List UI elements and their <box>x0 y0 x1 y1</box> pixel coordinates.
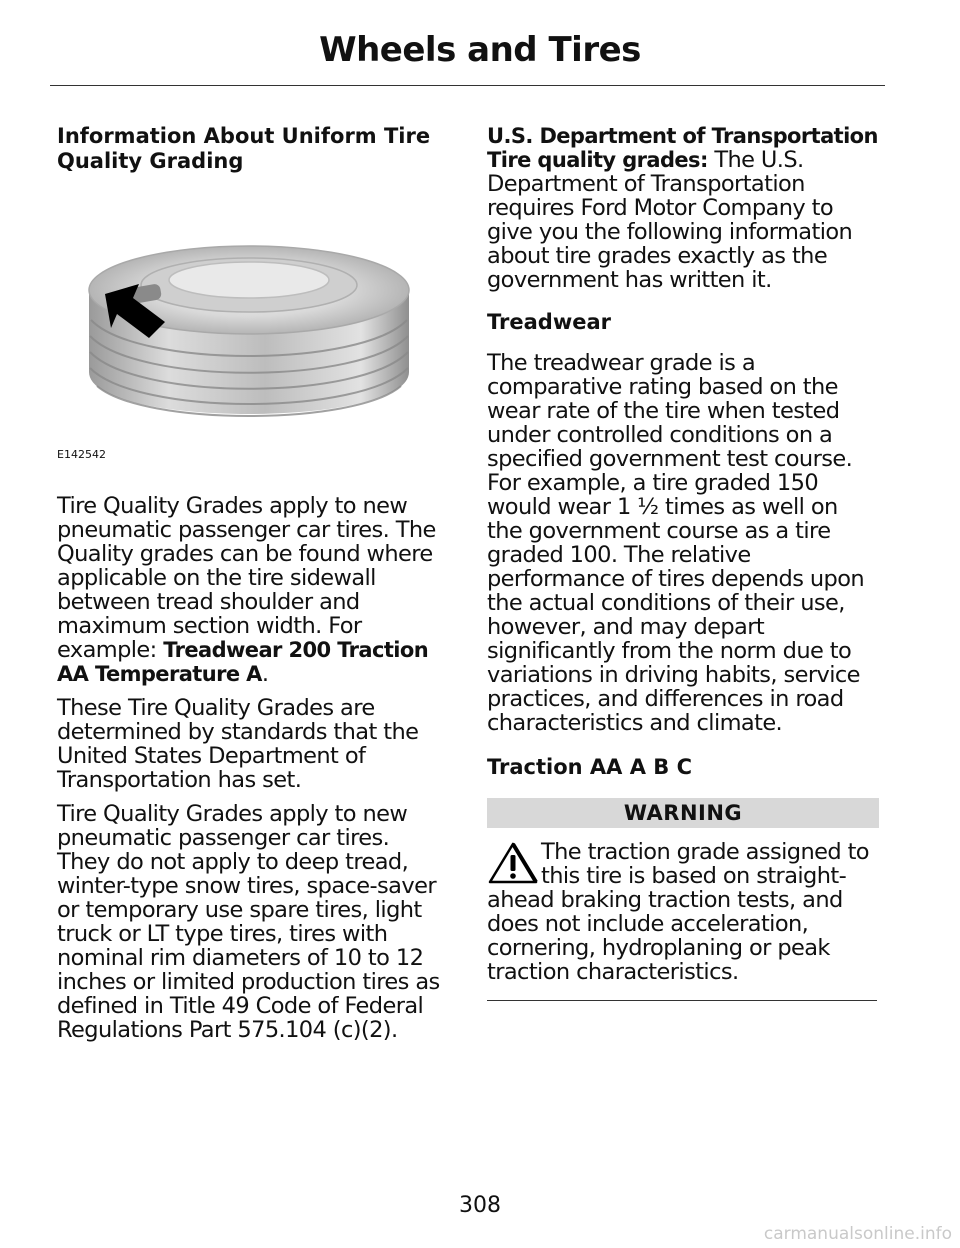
tire-figure <box>57 190 437 460</box>
p1-end: . <box>261 661 269 687</box>
warning-bottom-divider <box>487 1000 877 1001</box>
page-number: 308 <box>459 1193 501 1218</box>
right-column <box>487 124 879 1001</box>
utqg-paragraph-1 <box>57 494 447 686</box>
figure-code: E142542 <box>57 448 106 461</box>
traction-heading: Traction AA A B C <box>487 755 693 779</box>
treadwear-paragraph: The treadwear grade is a comparative rating based on the wear rate of the tire when tested under controlled conditions on a specified government test course. For example, a tire graded 150 would wear 1 ½ times as well on the government course as a tire graded 100. The relative performance of tires depends upon the actual conditions of their use, however, and may depart significantly from the norm due to variations in driving habits, service practices, and differences in road characteristics and climate. <box>487 350 865 736</box>
p1-text: Tire Quality Grades apply to new pneumatic passenger car tires. The Quality grades can be found where applicable on the tire sidewall between tread shoulder and maximum section width. For example: <box>57 493 436 663</box>
page-title: Wheels and Tires <box>319 30 641 70</box>
left-column <box>57 124 447 1042</box>
dot-intro-paragraph <box>487 124 879 292</box>
utqg-paragraph-3: Tire Quality Grades apply to new pneumatic passenger car tires. They do not apply to deep tread, winter-type snow tires, space-saver or temporary use spare tires, light truck or LT type tires, tires with nominal rim diameters of 10 to 12 inches or limited production tires as defined in Title 49 Code of Federal Regulations Part 575.104 (c)(2). <box>57 801 440 1043</box>
header-divider <box>50 85 885 86</box>
warning-banner: WARNING <box>487 798 879 828</box>
p1-example-bold: Treadwear 200 Traction AA Temperature A <box>57 638 429 686</box>
footer-watermark-url: carmanualsonline.info <box>763 1224 952 1244</box>
treadwear-heading: Treadwear <box>487 310 611 334</box>
warning-triangle-icon <box>487 840 539 886</box>
dot-intro-bold: U.S. Department of Transportation Tire quality grades: <box>487 124 878 172</box>
utqg-paragraph-2: These Tire Quality Grades are determined by standards that the United States Department of Transportation has set. <box>57 695 419 793</box>
dot-intro-text: The U.S. Department of Transportation requires Ford Motor Company to give you the following information about tire grades exactly as the government has written it. <box>487 147 853 293</box>
tire-illustration <box>57 190 437 460</box>
warning-body <box>487 840 879 984</box>
warning-text: The traction grade assigned to this tire is based on straight-ahead braking traction tests, and does not include acceleration, cornering, hydroplaning or peak traction characteristics. <box>487 839 869 985</box>
section-heading-utqg: Information About Uniform Tire Quality Grading <box>57 124 431 173</box>
